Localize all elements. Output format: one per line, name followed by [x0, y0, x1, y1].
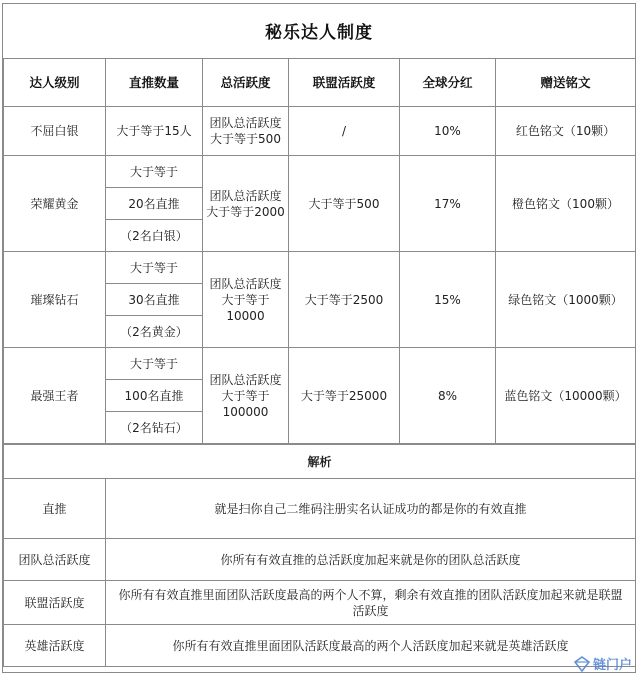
total-activity: 团队总活跃度 大于等于2000 — [203, 156, 289, 252]
dividend: 8% — [400, 348, 496, 444]
direct-count: （2名钻石） — [106, 412, 203, 444]
definition-term: 团队总活跃度 — [4, 539, 106, 581]
dividend: 10% — [400, 107, 496, 156]
direct-count: 100名直推 — [106, 380, 203, 412]
alliance-activity: 大于等于25000 — [289, 348, 400, 444]
definition-text: 你所有有效直推的总活跃度加起来就是你的团队总活跃度 — [106, 539, 636, 581]
alliance-activity: / — [289, 107, 400, 156]
definition-text: 你所有有效直推里面团队活跃度最高的两个人不算，剩余有效直推的团队活跃度加起来就是联盟活跃度 — [106, 581, 636, 625]
direct-count: 20名直推 — [106, 188, 203, 220]
dividend: 17% — [400, 156, 496, 252]
level-name: 最强王者 — [4, 348, 106, 444]
header-row — [4, 59, 636, 107]
level-name: 璀璨钻石 — [4, 252, 106, 348]
definition-row — [4, 539, 636, 581]
level-row-gold — [4, 156, 636, 188]
level-row-king — [4, 348, 636, 380]
level-name: 荣耀黄金 — [4, 156, 106, 252]
watermark-text: 链门户 — [592, 658, 632, 673]
diamond-logo-icon — [574, 656, 590, 672]
header-level: 达人级别 — [4, 59, 106, 107]
definition-term: 联盟活跃度 — [4, 581, 106, 625]
definition-row — [4, 581, 636, 625]
gift: 橙色铭文（100颗） — [496, 156, 636, 252]
direct-count: （2名白银） — [106, 220, 203, 252]
watermark — [574, 654, 632, 673]
definition-term: 直推 — [4, 479, 106, 539]
level-row-silver — [4, 107, 636, 156]
definition-row — [4, 479, 636, 539]
direct-count: （2名黄金） — [106, 316, 203, 348]
definition-text: 你所有有效直推里面团队活跃度最高的两个人活跃度加起来就是英雄活跃度 — [106, 625, 636, 667]
gift: 蓝色铭文（10000颗） — [496, 348, 636, 444]
header-direct: 直推数量 — [106, 59, 203, 107]
definition-term: 英雄活跃度 — [4, 625, 106, 667]
header-gift: 赠送铭文 — [496, 59, 636, 107]
total-activity: 团队总活跃度 大于等于 100000 — [203, 348, 289, 444]
header-total: 总活跃度 — [203, 59, 289, 107]
analysis-label: 解析 — [4, 445, 636, 479]
direct-count: 大于等于15人 — [106, 107, 203, 156]
alliance-activity: 大于等于500 — [289, 156, 400, 252]
gift: 红色铭文（10颗） — [496, 107, 636, 156]
alliance-activity: 大于等于2500 — [289, 252, 400, 348]
gift: 绿色铭文（1000颗） — [496, 252, 636, 348]
definition-text: 就是扫你自己二维码注册实名认证成功的都是你的有效直推 — [106, 479, 636, 539]
direct-count: 大于等于 — [106, 348, 203, 380]
dividend: 15% — [400, 252, 496, 348]
header-dividend: 全球分红 — [400, 59, 496, 107]
direct-count: 30名直推 — [106, 284, 203, 316]
definition-row — [4, 625, 636, 667]
direct-count: 大于等于 — [106, 156, 203, 188]
total-activity: 团队总活跃度 大于等于 10000 — [203, 252, 289, 348]
level-row-diamond — [4, 252, 636, 284]
direct-count: 大于等于 — [106, 252, 203, 284]
page-title: 秘乐达人制度 — [265, 22, 373, 43]
analysis-header-row — [4, 445, 636, 479]
level-table — [3, 58, 636, 444]
total-activity: 团队总活跃度 大于等于500 — [203, 107, 289, 156]
level-name: 不屈白银 — [4, 107, 106, 156]
definitions-table — [3, 444, 636, 667]
header-alliance: 联盟活跃度 — [289, 59, 400, 107]
